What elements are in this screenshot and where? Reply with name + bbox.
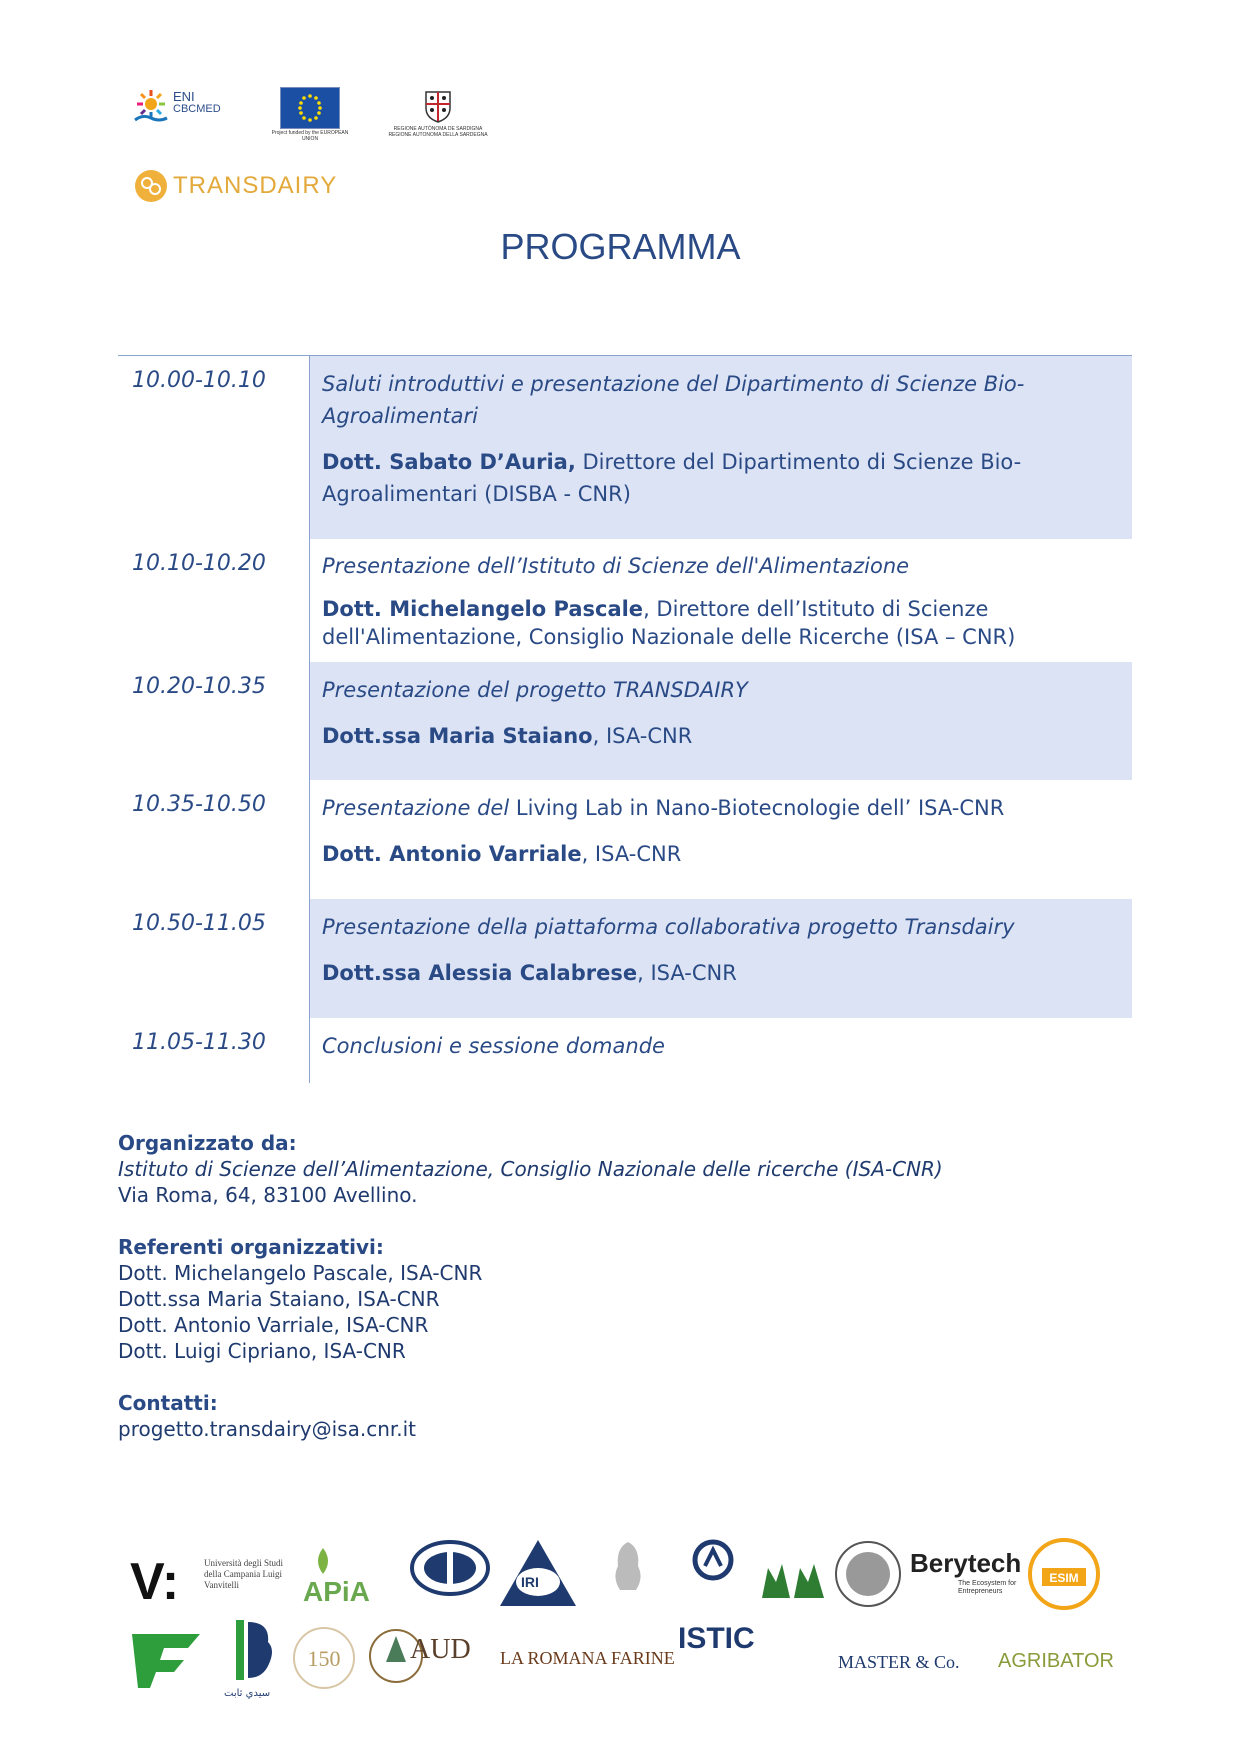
table-column-divider xyxy=(309,355,310,1083)
row-time: 10.20-10.35 xyxy=(132,674,266,699)
row-content xyxy=(322,1030,1122,1062)
eni-line-1: ENI xyxy=(173,89,195,104)
contacts-label: Contatti: xyxy=(118,1391,218,1415)
row-speaker-line xyxy=(322,838,1122,870)
cnr-logo xyxy=(683,1536,743,1611)
row-time: 10.35-10.50 xyxy=(132,792,266,817)
row-time: 11.05-11.30 xyxy=(132,1030,266,1055)
eni-cbcmed-logo xyxy=(133,88,243,144)
eu-flag-icon xyxy=(280,87,340,129)
row-role: , Direttore dell’Istituto di Scienze dell'Alimentazione, Consiglio Nazionale delle Ricerche (ISA – CNR) xyxy=(322,597,1016,649)
row-speaker: Dott. Antonio Varriale xyxy=(322,842,582,866)
master-co-logo: MASTER & Co. xyxy=(838,1652,960,1672)
referent-name: Dott. Luigi Cipriano, ISA-CNR xyxy=(118,1339,406,1363)
agribator-logo: AGRIBATOR xyxy=(998,1650,1114,1672)
sardinia-crest-icon xyxy=(420,88,456,124)
green-f-logo xyxy=(128,1630,204,1695)
row-speaker: Dott.ssa Alessia Calabrese xyxy=(322,961,638,985)
programme-row xyxy=(118,539,1132,662)
referent-name: Dott.ssa Maria Staiano, ISA-CNR xyxy=(118,1287,440,1311)
row-time: 10.10-10.20 xyxy=(132,551,266,576)
sardinia-caption: REGIONE AUTÒNOMA DE SARDIGNA REGIONE AUTONOMA DELLA SARDEGNA xyxy=(388,126,488,138)
partner-logos xyxy=(118,1530,1118,1710)
organized-label: Organizzato da: xyxy=(118,1131,297,1155)
row-topic: Presentazione dell’Istituto di Scienze dell'Alimentazione xyxy=(322,554,910,578)
esim-logo xyxy=(1026,1536,1102,1617)
contact-email[interactable]: progetto.transdairy@isa.cnr.it xyxy=(118,1417,417,1441)
aub-150-text: 150 xyxy=(307,1646,341,1671)
eni-line-2: CBCMED xyxy=(173,103,221,115)
row-content xyxy=(322,792,1122,870)
berytech-tagline: The Ecosystem for Entrepreneurs xyxy=(958,1580,1017,1595)
row-topic-plain: Living Lab in Nano-Biotecnologie dell’ ISA-CNR xyxy=(509,796,1005,820)
organized-institute: Istituto di Scienze dell’Alimentazione, Consiglio Nazionale delle ricerche (ISA-CNR) xyxy=(118,1157,943,1181)
eu-caption: Project funded by the EUROPEAN UNION xyxy=(271,130,349,142)
transdairy-name: TRANSDAIRY xyxy=(173,172,338,199)
row-topic: Conclusioni e sessione domande xyxy=(322,1034,665,1058)
row-speaker: Dott.ssa Maria Staiano xyxy=(322,724,593,748)
referents-label: Referenti organizzativi: xyxy=(118,1235,384,1259)
organized-address: Via Roma, 64, 83100 Avellino. xyxy=(118,1183,418,1207)
apia-logo: APiA xyxy=(303,1576,370,1607)
programme-row xyxy=(118,662,1132,780)
row-speaker: Dott. Sabato D’Auria, xyxy=(322,450,576,474)
row-content xyxy=(322,551,1122,651)
iri-text: IRI xyxy=(521,1574,539,1590)
berytech-logo: Berytech xyxy=(910,1548,1022,1578)
aub-150-logo xyxy=(290,1622,358,1699)
programme-row xyxy=(118,1018,1132,1083)
programme-row xyxy=(118,899,1132,1018)
referent-name: Dott. Michelangelo Pascale, ISA-CNR xyxy=(118,1261,483,1285)
row-speaker-line xyxy=(322,720,1122,752)
row-content xyxy=(322,674,1122,752)
sun-icon xyxy=(133,88,169,124)
row-time: 10.50-11.05 xyxy=(132,911,266,936)
row-role: , ISA-CNR xyxy=(581,842,682,866)
organizer-info xyxy=(118,1130,1018,1442)
row-role: Direttore del Dipartimento di Scienze Bio-Agroalimentari (DISBA - CNR) xyxy=(322,450,1022,506)
row-speaker: Dott. Michelangelo Pascale xyxy=(322,597,644,621)
row-role: , ISA-CNR xyxy=(637,961,737,985)
la-romana-logo: LA ROMANA FARINE xyxy=(500,1648,675,1668)
row-speaker-line xyxy=(322,957,1122,989)
row-topic: Saluti introduttivi e presentazione del Dipartimento di Scienze Bio-Agroalimentari xyxy=(322,372,1025,428)
aces-logo xyxy=(834,1538,902,1615)
svg-text:سيدي ثابت: سيدي ثابت xyxy=(224,1688,271,1699)
transdairy-icon xyxy=(133,168,169,204)
istic-logo: ISTIC xyxy=(678,1622,755,1655)
eni-text xyxy=(173,90,221,116)
athena-logo xyxy=(598,1538,658,1613)
row-topic xyxy=(322,792,1122,824)
aud-text: AUD xyxy=(410,1634,471,1665)
row-topic-italic: Presentazione del xyxy=(322,796,510,820)
referent-name: Dott. Antonio Varriale, ISA-CNR xyxy=(118,1313,429,1337)
page-title: PROGRAMMA xyxy=(500,226,741,267)
programme-row xyxy=(118,356,1132,539)
row-topic: Presentazione della piattaforma collaborativa progetto Transdairy xyxy=(322,915,1015,939)
programme-row xyxy=(118,780,1132,899)
green-goats-logo xyxy=(758,1558,830,1607)
apii-logo xyxy=(408,1540,492,1609)
isb-logo xyxy=(218,1616,278,1707)
row-role: , ISA-CNR xyxy=(592,724,693,748)
sardinia-region-logo xyxy=(383,88,493,144)
row-content xyxy=(322,911,1122,989)
row-time: 10.00-10.10 xyxy=(132,368,266,393)
row-content xyxy=(322,368,1122,510)
vanvitelli-logo: V: xyxy=(130,1553,180,1611)
esim-text: ESIM xyxy=(1049,1571,1079,1585)
row-speaker-line xyxy=(322,595,1122,651)
row-topic: Presentazione del progetto TRANSDAIRY xyxy=(322,678,748,702)
vanvitelli-name: Università degli Studi della Campania Luigi Vanvitelli xyxy=(204,1558,283,1590)
row-speaker-line xyxy=(322,446,1122,510)
